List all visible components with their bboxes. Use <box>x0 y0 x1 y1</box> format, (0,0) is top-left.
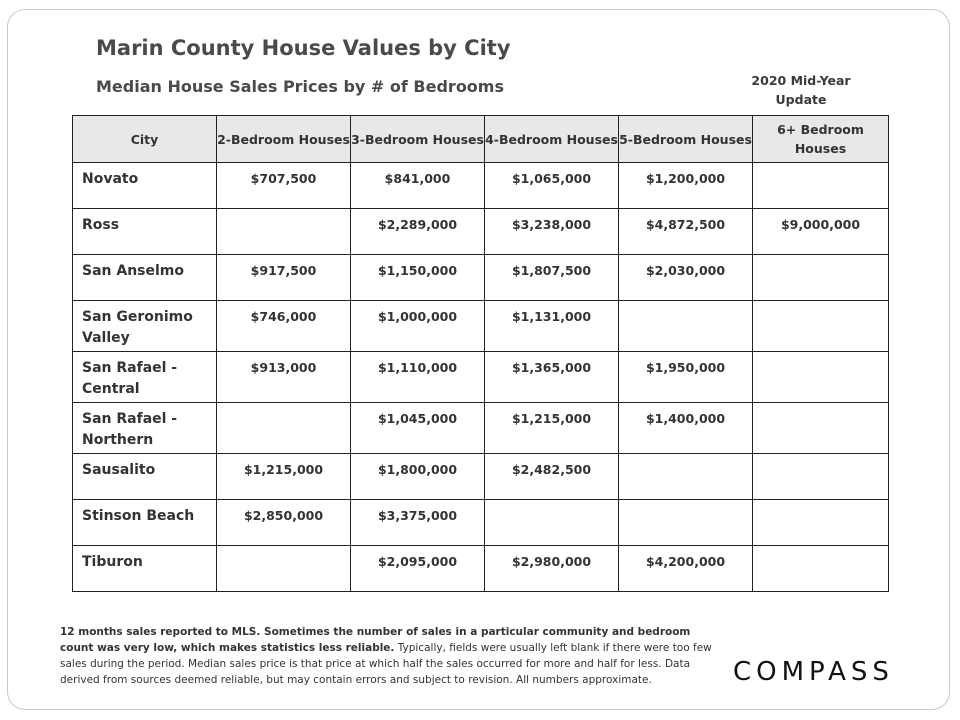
price-cell: $2,289,000 <box>351 209 485 255</box>
table-row <box>73 163 889 209</box>
price-cell <box>753 454 889 500</box>
city-cell: Novato <box>73 163 217 209</box>
city-cell: San Geronimo Valley <box>73 301 217 352</box>
price-cell: $1,110,000 <box>351 352 485 403</box>
table-row <box>73 352 889 403</box>
price-cell: $4,200,000 <box>619 546 753 592</box>
table-row <box>73 546 889 592</box>
price-cell <box>217 403 351 454</box>
price-cell: $2,030,000 <box>619 255 753 301</box>
price-cell: $1,807,500 <box>485 255 619 301</box>
price-cell <box>753 255 889 301</box>
price-cell: $9,000,000 <box>753 209 889 255</box>
price-cell <box>619 454 753 500</box>
price-cell: $4,872,500 <box>619 209 753 255</box>
price-cell: $913,000 <box>217 352 351 403</box>
price-cell: $1,215,000 <box>217 454 351 500</box>
page-subtitle: Median House Sales Prices by # of Bedrooms <box>96 77 504 96</box>
table-row <box>73 454 889 500</box>
price-cell: $1,200,000 <box>619 163 753 209</box>
price-cell: $1,045,000 <box>351 403 485 454</box>
price-cell: $2,095,000 <box>351 546 485 592</box>
price-cell: $1,400,000 <box>619 403 753 454</box>
city-cell: Stinson Beach <box>73 500 217 546</box>
column-header: 3-Bedroom Houses <box>351 116 485 163</box>
price-cell <box>619 500 753 546</box>
footnote-text: Typically, fields were usually left blank if there were too few sales during the period. Median sales price is that price at which half the sales occurred for more and half for less. Data derived from sources deemed reliable, but may contain errors and subject to revision. All numbers approximate. <box>60 642 712 686</box>
column-header: 6+ Bedroom Houses <box>753 116 889 163</box>
table-row <box>73 403 889 454</box>
price-cell <box>753 301 889 352</box>
price-cell <box>753 163 889 209</box>
footnote-bold: 12 months sales reported to MLS. Sometimes the number of sales in a particular community and bedroom count was very low, which makes statistics less reliable. <box>60 626 691 654</box>
price-cell: $1,365,000 <box>485 352 619 403</box>
column-header: 2-Bedroom Houses <box>217 116 351 163</box>
price-cell <box>217 209 351 255</box>
page-title: Marin County House Values by City <box>96 36 511 60</box>
price-cell: $1,950,000 <box>619 352 753 403</box>
city-cell: San Rafael - Northern <box>73 403 217 454</box>
table-header-row <box>73 116 889 163</box>
table-body <box>73 163 889 592</box>
price-cell: $841,000 <box>351 163 485 209</box>
column-header: City <box>73 116 217 163</box>
price-cell <box>753 546 889 592</box>
price-cell: $2,850,000 <box>217 500 351 546</box>
price-cell: $1,131,000 <box>485 301 619 352</box>
price-cell: $1,150,000 <box>351 255 485 301</box>
table-row <box>73 301 889 352</box>
city-cell: Sausalito <box>73 454 217 500</box>
city-cell: Ross <box>73 209 217 255</box>
city-cell: Tiburon <box>73 546 217 592</box>
price-cell: $1,800,000 <box>351 454 485 500</box>
table-row <box>73 255 889 301</box>
city-cell: San Rafael - Central <box>73 352 217 403</box>
city-cell: San Anselmo <box>73 255 217 301</box>
price-cell <box>217 546 351 592</box>
price-cell <box>753 500 889 546</box>
price-cell: $746,000 <box>217 301 351 352</box>
table-row <box>73 209 889 255</box>
column-header: 4-Bedroom Houses <box>485 116 619 163</box>
price-cell: $3,238,000 <box>485 209 619 255</box>
price-cell: $2,980,000 <box>485 546 619 592</box>
price-cell: $1,065,000 <box>485 163 619 209</box>
price-cell <box>753 403 889 454</box>
price-cell: $3,375,000 <box>351 500 485 546</box>
price-cell: $917,500 <box>217 255 351 301</box>
price-cell <box>619 301 753 352</box>
price-cell: $2,482,500 <box>485 454 619 500</box>
price-cell <box>753 352 889 403</box>
price-cell: $1,215,000 <box>485 403 619 454</box>
footnote <box>60 624 720 688</box>
update-note: 2020 Mid-Year Update <box>751 73 851 107</box>
price-cell: $1,000,000 <box>351 301 485 352</box>
table-row <box>73 500 889 546</box>
price-cell <box>485 500 619 546</box>
compass-logo: COMPASS <box>733 657 894 687</box>
price-table <box>72 115 889 592</box>
column-header: 5-Bedroom Houses <box>619 116 753 163</box>
price-cell: $707,500 <box>217 163 351 209</box>
